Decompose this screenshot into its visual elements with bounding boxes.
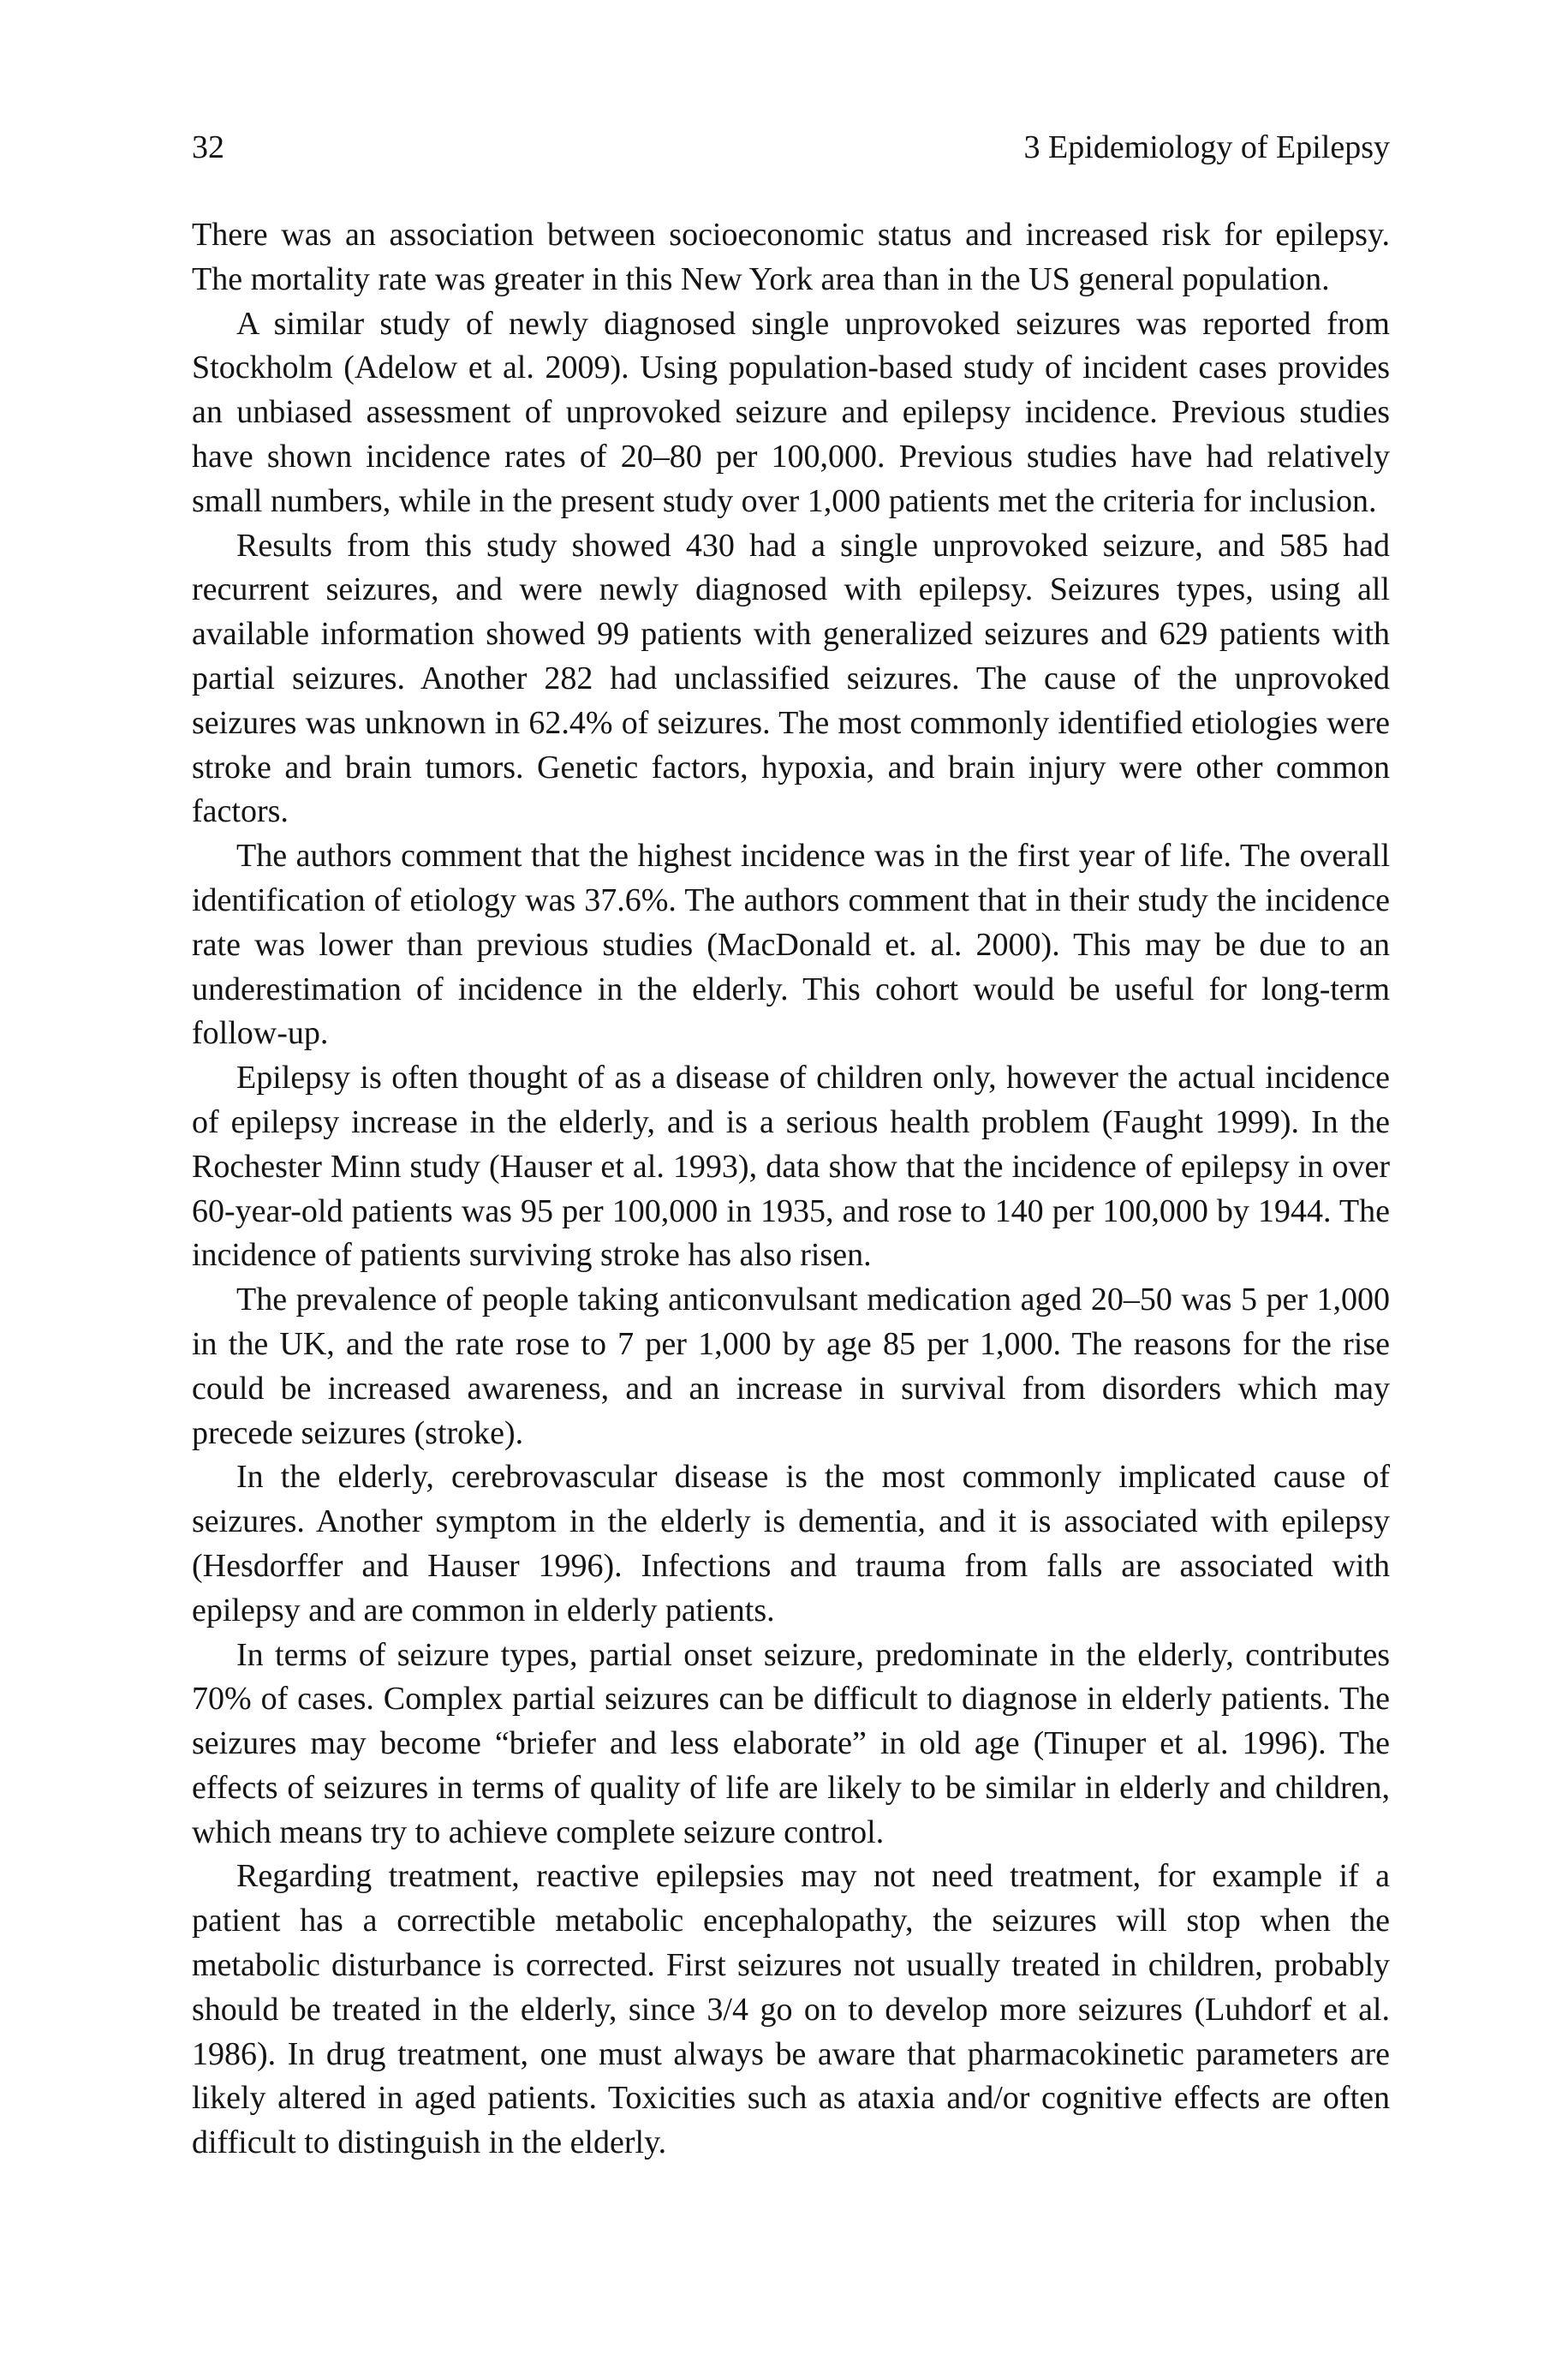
page-number: 32: [192, 129, 224, 165]
body-text: [192, 213, 1390, 2166]
paragraph-stockholm-study: A similar study of newly diagnosed single unprovoked seizures was reported from Stockholm (Adelow et al. 2009). Using population-based study of incident cases provides an unbiased assessment of unprovoked seizure and epilepsy incidence. Previous studies have shown incidence rates of 20–80 per 100,000. Previous studies have had relatively small numbers, while in the present study over 1,000 patients met the criteria for inclusion.: [192, 305, 1390, 519]
chapter-title: 3 Epidemiology of Epilepsy: [1023, 129, 1390, 165]
paragraph-seizure-types: In terms of seizure types, partial onset seizure, predominate in the elderly, contributes 70% of cases. Complex partial seizures can be difficult to diagnose in elderly patients. The seizures may become “briefer and less elaborate” in old age (Tinuper et al. 1996). The effects of seizures in terms of quality of life are likely to be similar in elderly and children, which means try to achieve complete seizure control.: [192, 1636, 1390, 1850]
paragraph-prevalence: The prevalence of people taking anticonvulsant medication aged 20–50 was 5 per 1,000 in the UK, and the rate rose to 7 per 1,000 by age 85 per 1,000. The reasons for the rise could be increased awareness, and an increase in survival from disorders which may precede seizures (stroke).: [192, 1282, 1390, 1451]
paragraph-treatment: Regarding treatment, reactive epilepsies may not need treatment, for example if a patient has a correctible metabolic encephalopathy, the seizures will stop when the metabolic disturbance is corrected. First seizures not usually treated in children, probably should be treated in the elderly, since 3/4 go on to develop more seizures (Luhdorf et al. 1986). In drug treatment, one must always be aware that pharmacokinetic parameters are likely altered in aged patients. Toxicities such as ataxia and/or cognitive effects are often difficult to distinguish in the elderly.: [192, 1858, 1390, 2161]
paragraph-cerebrovascular: In the elderly, cerebrovascular disease is the most commonly implicated cause of seizures. Another symptom in the elderly is dementia, and it is associated with epilepsy (Hesdorffer and Hauser 1996). Infections and trauma from falls are associated with epilepsy and are common in elderly patients.: [192, 1459, 1390, 1628]
paragraph-elderly-incidence: Epilepsy is often thought of as a disease of children only, however the actual incidence of epilepsy increase in the elderly, and is a serious health problem (Faught 1999). In the Rochester Minn study (Hauser et al. 1993), data show that the incidence of epilepsy in over 60-year-old patients was 95 per 100,000 in 1935, and rose to 140 per 100,000 by 1944. The incidence of patients surviving stroke has also risen.: [192, 1060, 1390, 1274]
paragraph-socioeconomic: There was an association between socioeconomic status and increased risk for epilepsy. The mortality rate was greater in this New York area than in the US general population.: [192, 217, 1390, 297]
paragraph-authors-comment: The authors comment that the highest incidence was in the first year of life. The overall identification of etiology was 37.6%. The authors comment that in their study the incidence rate was lower than previous studies (MacDonald et. al. 2000). This may be due to an underestimation of incidence in the elderly. This cohort would be useful for long-term follow-up.: [192, 838, 1390, 1052]
running-head: [192, 127, 1390, 168]
paragraph-results: Results from this study showed 430 had a single unprovoked seizure, and 585 had recurrent seizures, and were newly diagnosed with epilepsy. Seizures types, using all available information showed 99 patients with generalized seizures and 629 patients with partial seizures. Another 282 had unclassified seizures. The cause of the unprovoked seizures was unknown in 62.4% of seizures. The most commonly identified etiologies were stroke and brain tumors. Genetic factors, hypoxia, and brain injury were other common factors.: [192, 527, 1390, 830]
